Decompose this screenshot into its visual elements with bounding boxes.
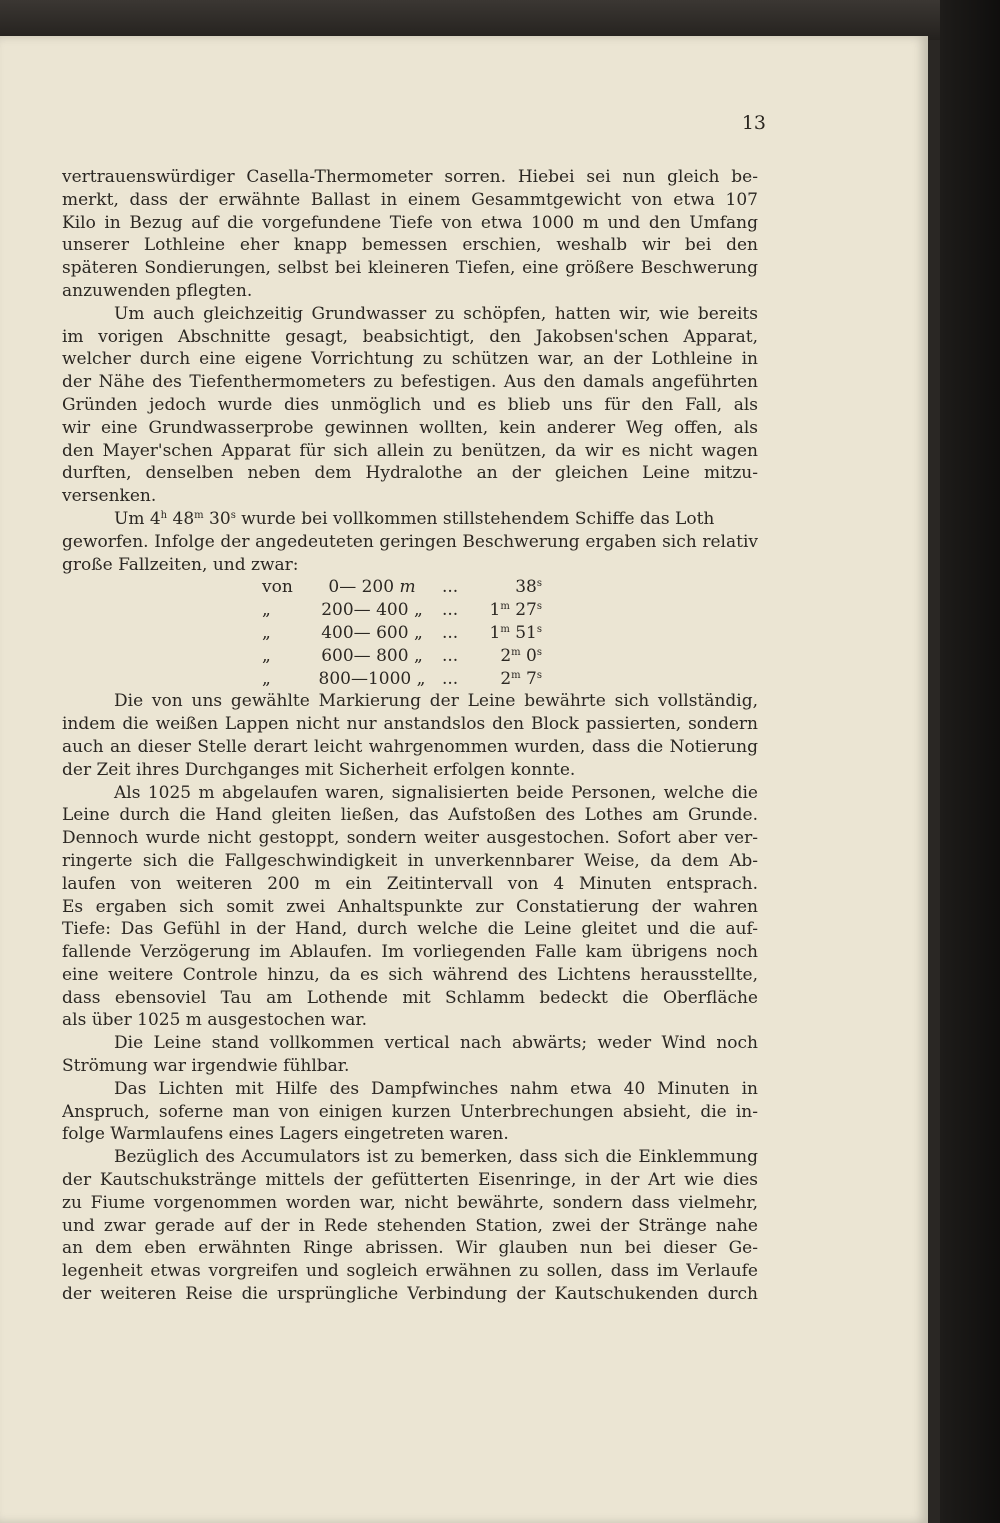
row-time: 1$^m$ 27$^s$ — [489, 600, 542, 621]
text-line: der Zeit ihres Durchganges mit Sicherheit erfolgen konnte. — [62, 759, 576, 780]
hour-sup: h — [160, 509, 168, 521]
body-text — [62, 166, 758, 1306]
text-line: im vorigen Abschnitte gesagt, beabsichtigt, den Jakobsen'schen Apparat, — [62, 326, 758, 347]
text-line: Anspruch, soferne man von einigen kurzen Unterbrechungen absieht, die in- — [62, 1101, 758, 1122]
table-row — [62, 622, 758, 645]
row-range: 200— 400 „ — [321, 600, 423, 621]
row-time: 2$^m$ 7$^s$ — [500, 668, 542, 689]
text-line: vertrauenswürdiger Casella-Thermometer sorren. Hiebei sei nun gleich be- — [62, 167, 758, 187]
text-line: Strömung war irgendwie fühlbar. — [62, 1056, 350, 1077]
row-dots: ... — [442, 668, 459, 689]
text-line: Gründen jedoch wurde dies unmöglich und es blieb uns für den Fall, als — [62, 394, 758, 415]
row-range: 400— 600 „ — [321, 622, 423, 643]
row-prefix: „ — [262, 622, 271, 643]
row-dots: ... — [442, 577, 459, 598]
text-line: ringerte sich die Fallgeschwindigkeit in unverkennbarer Weise, da dem Ab- — [62, 850, 758, 871]
row-range: 600— 800 „ — [321, 645, 423, 666]
text-line: folge Warmlaufens eines Lagers eingetreten waren. — [62, 1124, 509, 1145]
row-time: 38$^s$ — [515, 577, 542, 598]
text-line: dass ebensoviel Tau am Lothende mit Schlamm bedeckt die Oberfläche — [62, 987, 758, 1008]
text-line: große Fallzeiten, und zwar: — [62, 554, 299, 575]
text-line: welcher durch eine eigene Vorrichtung zu schützen war, an der Lothleine in — [62, 349, 758, 370]
minute-sup: m — [194, 509, 204, 521]
time-seconds: 30 — [203, 508, 231, 529]
text-line: Dennoch wurde nicht gestoppt, sondern weiter ausgestochen. Sofort aber ver- — [62, 828, 758, 849]
book-spine-edge — [0, 0, 1000, 40]
text-line: Bezüglich des Accumulators ist zu bemerken, dass sich die Einklemmung — [114, 1147, 758, 1168]
row-time: 1$^m$ 51$^s$ — [489, 622, 542, 643]
row-prefix: „ — [262, 668, 271, 689]
text-line: indem die weißen Lappen nicht nur anstandslos den Block passierten, sondern — [62, 714, 758, 735]
text-line: anzuwenden pflegten. — [62, 280, 253, 301]
text-line: legenheit etwas vorgreifen und sogleich erwähnen zu sollen, dass im Verlaufe — [62, 1261, 758, 1282]
text-line: Kilo in Bezug auf die vorgefundene Tiefe von etwa 1000 m und den Umfang — [62, 212, 758, 233]
page-number: 13 — [741, 112, 766, 134]
text-line: späteren Sondierungen, selbst bei kleineren Tiefen, eine größere Beschwerung — [62, 258, 758, 279]
text-line: Es ergaben sich somit zwei Anhaltspunkte zur Constatierung der wahren — [62, 896, 758, 917]
text-line: merkt, dass der erwähnte Ballast in einem Gesammtgewicht von etwa 107 — [62, 189, 758, 210]
text-line: fallende Verzögerung im Ablaufen. Im vorliegenden Falle kam übrigens noch — [62, 942, 758, 963]
text-line: durften, denselben neben dem Hydralothe an der gleichen Leine mitzu- — [62, 463, 758, 484]
text-line: der weiteren Reise die ursprüngliche Verbindung der Kautschukenden durch — [62, 1284, 758, 1305]
text-line: zu Fiume vorgenommen worden war, nicht bewährte, sondern dass vielmehr, — [62, 1192, 758, 1213]
table-row — [62, 645, 758, 668]
text-line: als über 1025 m ausgestochen war. — [62, 1010, 368, 1031]
row-prefix: „ — [262, 645, 271, 666]
text-line: versenken. — [62, 486, 157, 507]
row-range: 0— 200 m — [328, 577, 416, 598]
text-line: Die von uns gewählte Markierung der Leine bewährte sich vollständig, — [114, 691, 758, 712]
text-line: Um auch gleichzeitig Grundwasser zu schöpfen, hatten wir, wie bereits — [114, 303, 758, 324]
text-line: unserer Lothleine eher knapp bemessen erschien, weshalb wir bei den — [62, 235, 758, 256]
table-row — [62, 576, 758, 599]
time-rest: wurde bei vollkommen stillstehendem Schiffe das Loth — [235, 508, 715, 529]
time-minutes: 48 — [167, 508, 195, 529]
table-row — [62, 599, 758, 622]
text-line: Als 1025 m abgelaufen waren, signalisierten beide Personen, welche die — [114, 782, 758, 803]
row-prefix: „ — [262, 600, 271, 621]
row-dots: ... — [442, 645, 459, 666]
text-line: der Kautschukstränge mittels der gefütterten Eisenringe, in der Art wie dies — [62, 1170, 758, 1191]
text-line: laufen von weiteren 200 m ein Zeitintervall von 4 Minuten entsprach. — [62, 873, 758, 894]
row-range: 800—1000 „ — [318, 668, 426, 689]
row-dots: ... — [442, 600, 459, 621]
text-line: und zwar gerade auf der in Rede stehenden Station, zwei der Stränge nahe — [62, 1215, 758, 1236]
text-line: geworfen. Infolge der angedeuteten geringen Beschwerung ergaben sich relativ — [62, 531, 758, 552]
time-line — [62, 508, 758, 531]
text-line: Tiefe: Das Gefühl in der Hand, durch welche die Leine gleitet und die auf- — [62, 919, 758, 940]
text-line: Leine durch die Hand gleiten ließen, das Aufstoßen des Lothes am Grunde. — [62, 805, 758, 826]
time-hours: Um 4 — [114, 508, 161, 529]
text-line: auch an dieser Stelle derart leicht wahrgenommen wurden, dass die Notierung — [62, 736, 758, 757]
text-line: an dem eben erwähnten Ringe abrissen. Wir glauben nun bei dieser Ge- — [62, 1238, 758, 1259]
text-line: wir eine Grundwasserprobe gewinnen wollten, kein anderer Weg offen, als — [62, 417, 758, 438]
table-row — [62, 668, 758, 691]
second-sup: s — [230, 509, 236, 521]
book-cover-edge — [940, 0, 1000, 1523]
text-line: Die Leine stand vollkommen vertical nach abwärts; weder Wind noch — [114, 1033, 758, 1054]
row-dots: ... — [442, 622, 459, 643]
text-line: der Nähe des Tiefenthermometers zu befestigen. Aus den damals angeführten — [62, 372, 758, 393]
row-time: 2$^m$ 0$^s$ — [500, 645, 542, 666]
text-line: eine weitere Controle hinzu, da es sich während des Lichtens herausstellte, — [62, 964, 758, 985]
text-line: den Mayer'schen Apparat für sich allein zu benützen, da wir es nicht wagen — [62, 440, 758, 461]
row-prefix: von — [262, 577, 293, 598]
text-line: Das Lichten mit Hilfe des Dampfwinches nahm etwa 40 Minuten in — [114, 1078, 758, 1099]
fall-time-table — [62, 576, 758, 690]
